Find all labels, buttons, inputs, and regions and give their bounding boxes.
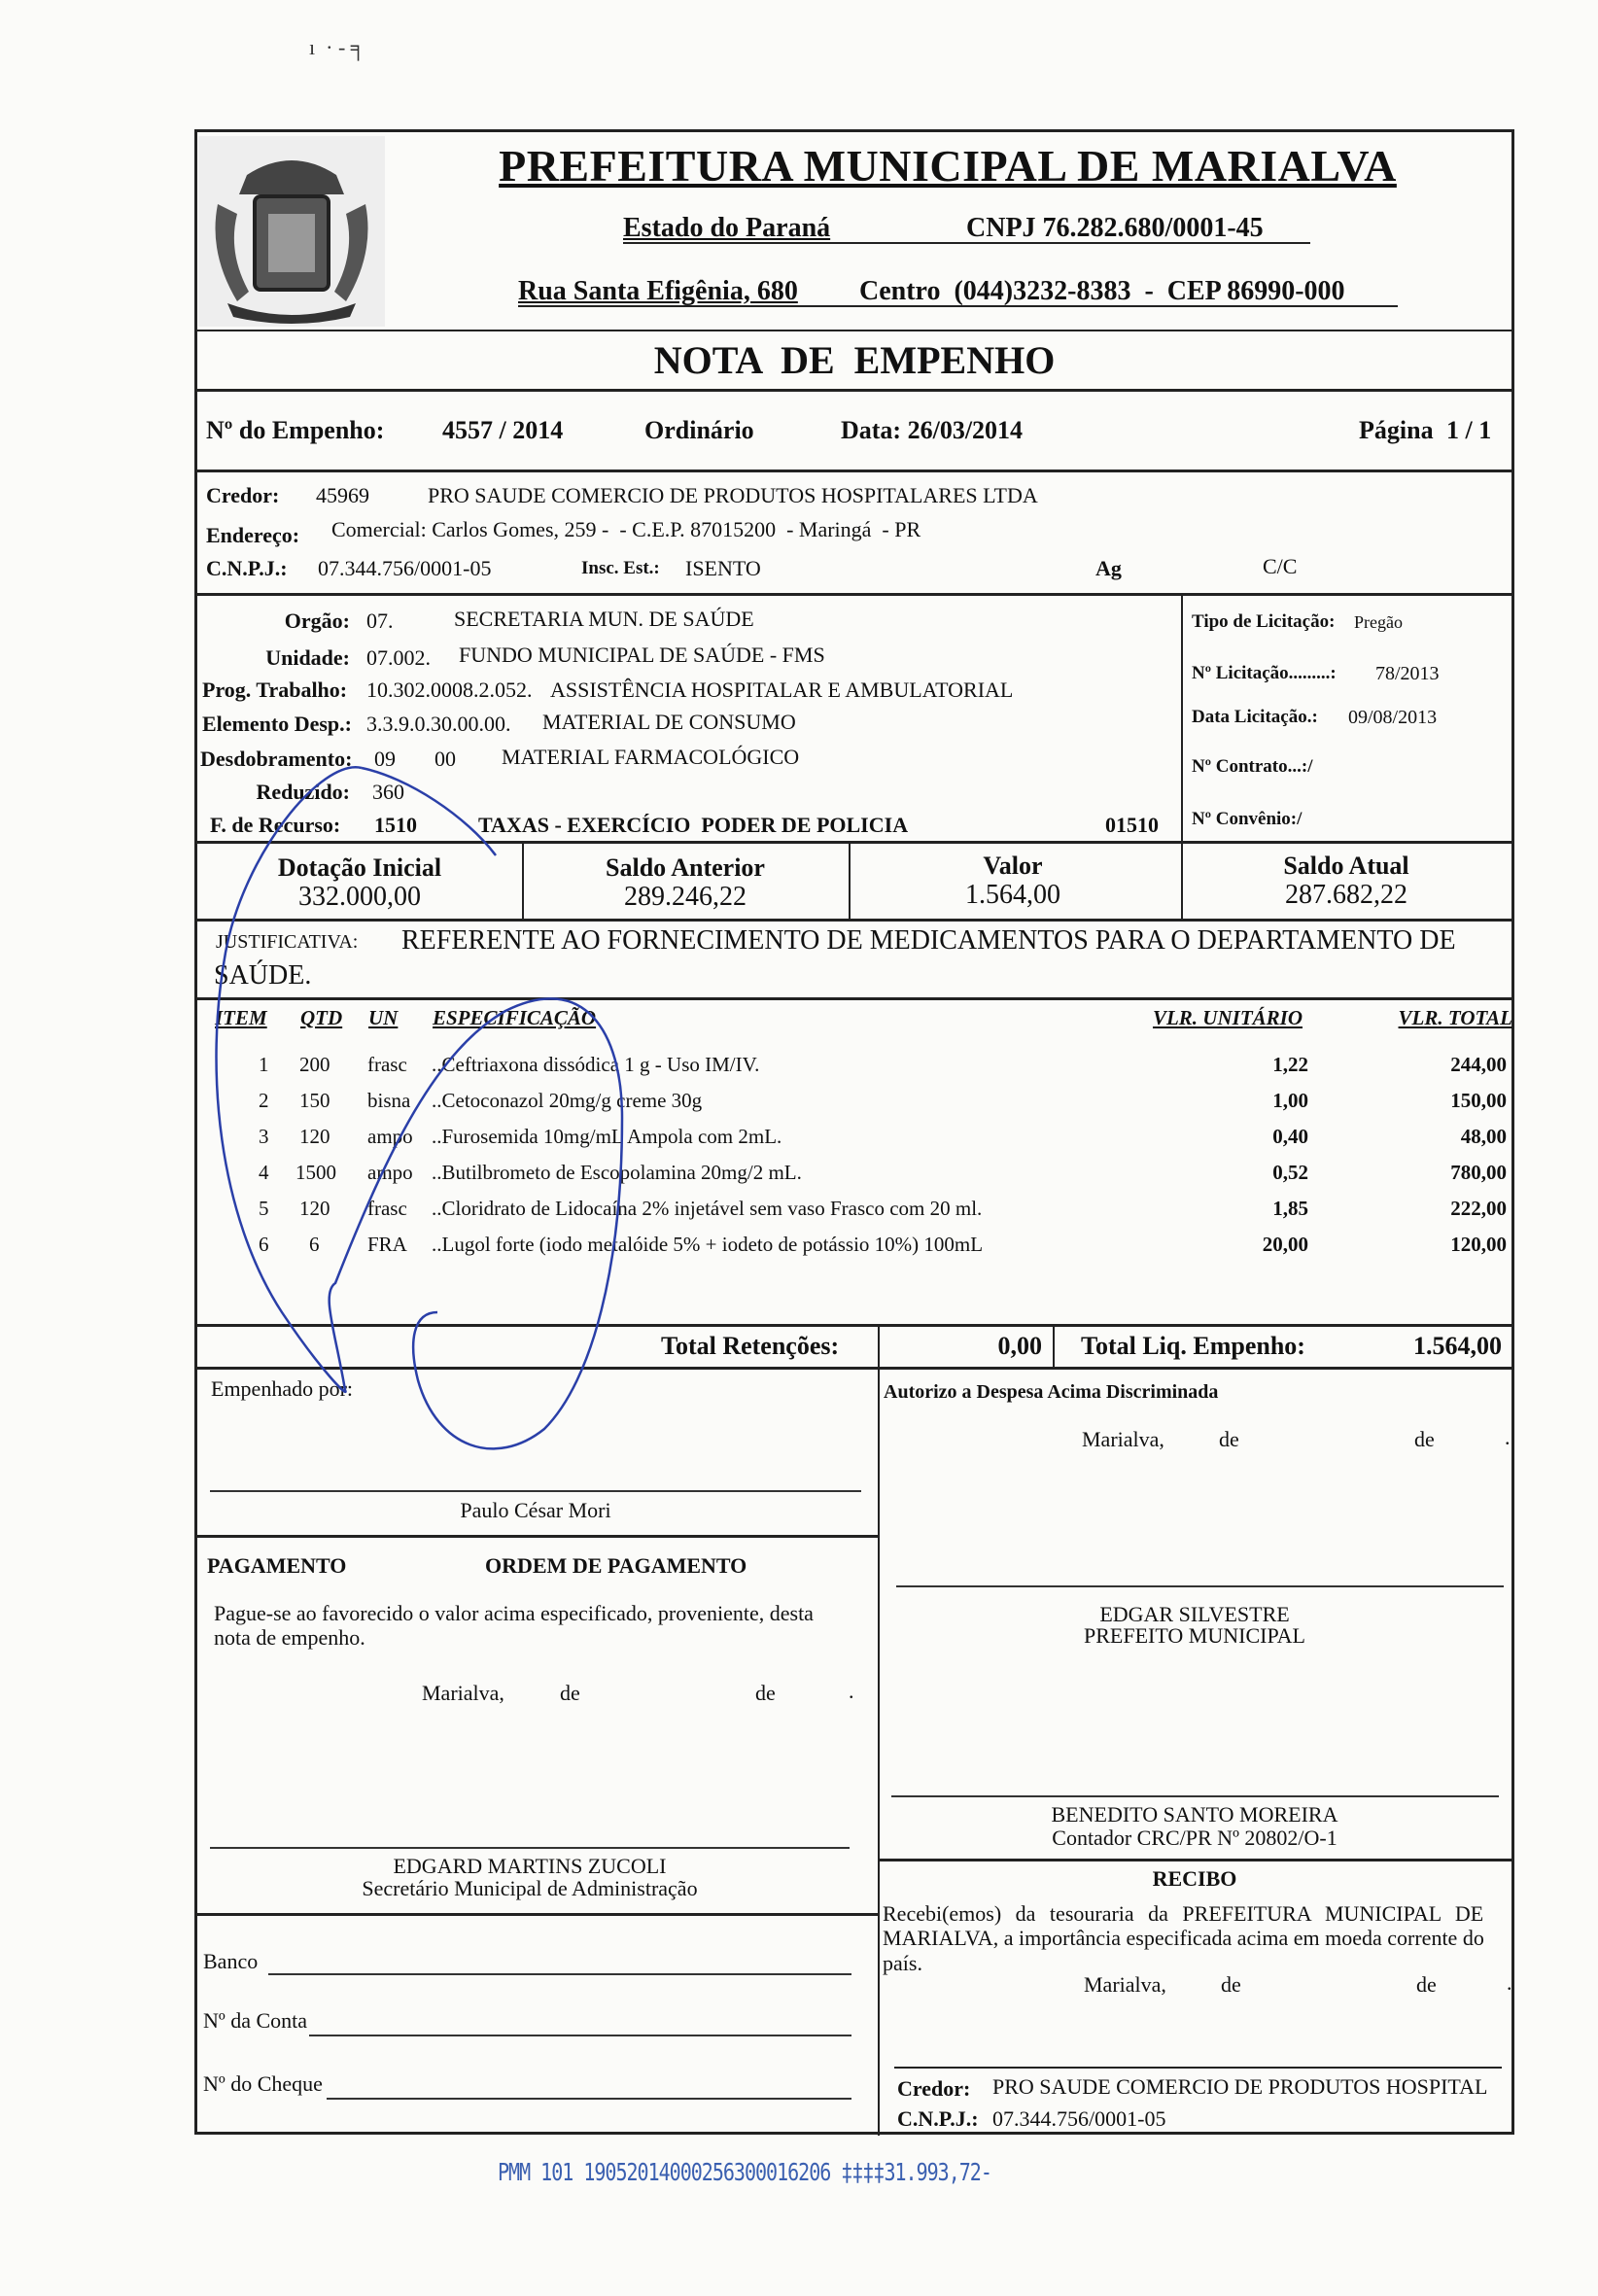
- autorizo-de-1: de: [1219, 1427, 1239, 1451]
- ordem-pagamento-title: ORDEM DE PAGAMENTO: [485, 1553, 747, 1578]
- signature-line: [896, 1585, 1504, 1587]
- item-number: 3: [259, 1125, 269, 1148]
- credor-label: Credor:: [206, 483, 280, 507]
- recibo-credor-label: Credor:: [897, 2076, 971, 2101]
- valor-value: 1.564,00: [965, 880, 1060, 910]
- saldo-atual-label: Saldo Atual: [1283, 852, 1409, 880]
- orgao-code: 07.: [366, 609, 394, 633]
- signature-line: [891, 1795, 1499, 1797]
- cnpj-value: 07.344.756/0001-05: [318, 556, 492, 580]
- endereco-value: Comercial: Carlos Gomes, 259 - - C.E.P. 87015200 - Maringá - PR: [331, 517, 921, 541]
- list-item: [194, 1161, 1514, 1197]
- item-number: 6: [259, 1233, 269, 1256]
- recibo-place: Marialva,: [1084, 1972, 1166, 1997]
- item-qtd: 1500: [295, 1161, 336, 1184]
- header-address-line: [518, 305, 1398, 307]
- item-total: 150,00: [1450, 1089, 1507, 1112]
- page-number: 1 / 1: [1446, 416, 1492, 444]
- divider: [194, 470, 1514, 472]
- secretario-name: EDGARD MARTINS ZUCOLI: [393, 1854, 667, 1878]
- cc-label: C/C: [1263, 554, 1298, 578]
- recibo-credor-name: PRO SAUDE COMERCIO DE PRODUTOS HOSPITAL: [992, 2074, 1488, 2099]
- empenho-number-label: Nº do Empenho:: [206, 416, 385, 444]
- fonte-name: TAXAS - EXERCÍCIO PODER DE POLICIA: [478, 813, 909, 837]
- signature-line: [210, 1490, 861, 1492]
- item-esp: ..Cetoconazol 20mg/g creme 30g: [432, 1089, 703, 1112]
- header-street: Rua Santa Efigênia, 680: [518, 276, 798, 306]
- page-marks: ı · - ╕: [309, 35, 366, 59]
- licitacao-number: 78/2013: [1375, 663, 1440, 684]
- item-un: frasc: [367, 1053, 407, 1076]
- prefeito-role: PREFEITO MUNICIPAL: [1084, 1623, 1305, 1648]
- recibo-de-1: de: [1221, 1972, 1241, 1997]
- divider: [194, 919, 1514, 922]
- contador-role: Contador CRC/PR Nº 20802/O-1: [1052, 1826, 1337, 1850]
- item-number: 5: [259, 1197, 269, 1220]
- item-total: 244,00: [1450, 1053, 1507, 1076]
- justificativa-text-1: REFERENTE AO FORNECIMENTO DE MEDICAMENTOS PARA O DEPARTAMENTO DE: [401, 925, 1456, 956]
- item-esp: ..Ceftriaxona dissódica 1 g - Uso IM/IV.: [432, 1053, 760, 1076]
- divider: [194, 330, 1514, 331]
- unidade-code: 07.002.: [366, 645, 431, 670]
- total-liq-label: Total Liq. Empenho:: [1081, 1332, 1305, 1360]
- dotacao-label: Dotação Inicial: [277, 853, 442, 882]
- divider: [194, 841, 1514, 844]
- item-un: FRA: [367, 1233, 407, 1256]
- item-un: ampo: [367, 1125, 413, 1148]
- tipo-licitacao-value: Pregão: [1354, 612, 1403, 632]
- divider: [194, 593, 1514, 596]
- items-list: [194, 1053, 1514, 1276]
- item-un: bisna: [367, 1089, 411, 1112]
- item-total: 780,00: [1450, 1161, 1507, 1184]
- ag-label: Ag: [1095, 556, 1122, 580]
- reduzido-value: 360: [372, 780, 404, 804]
- divider: [194, 1913, 878, 1916]
- valor-label: Valor: [983, 852, 1043, 880]
- item-total: 222,00: [1450, 1197, 1507, 1220]
- orgao-label: Orgão:: [284, 609, 350, 633]
- pagamento-place: Marialva,: [422, 1681, 504, 1705]
- header-address: Centro (044)3232-8383 - CEP 86990-000: [859, 276, 1345, 306]
- data-licitacao-value: 09/08/2013: [1348, 707, 1438, 728]
- recibo-cnpj-value: 07.344.756/0001-05: [992, 2106, 1166, 2131]
- unidade-name: FUNDO MUNICIPAL DE SAÚDE - FMS: [459, 643, 825, 667]
- contador-name: BENEDITO SANTO MOREIRA: [1051, 1802, 1338, 1826]
- divider: [1181, 593, 1183, 842]
- unidade-label: Unidade:: [265, 645, 350, 670]
- recibo-title: RECIBO: [1152, 1866, 1237, 1891]
- item-esp: ..Cloridrato de Lidocaína 2% injetável sem vaso Frasco com 20 ml.: [432, 1197, 983, 1220]
- empenhado-name: Paulo César Mori: [460, 1498, 611, 1522]
- empenho-type: Ordinário: [644, 416, 754, 444]
- total-liq-value: 1.564,00: [1413, 1332, 1502, 1360]
- municipal-crest: [198, 136, 385, 327]
- justificativa-text-2: SAÚDE.: [214, 960, 312, 991]
- pagamento-text-2: nota de empenho.: [214, 1625, 365, 1650]
- fonte-code: 1510: [374, 813, 417, 837]
- divider: [194, 997, 1514, 1000]
- credor-code: 45969: [316, 483, 369, 507]
- cnpj-label: C.N.P.J.:: [206, 556, 288, 580]
- list-item: [194, 1233, 1514, 1269]
- empenhado-label: Empenhado por:: [211, 1376, 354, 1401]
- contrato-label: Nº Contrato...:/: [1192, 756, 1313, 777]
- page-label: Página: [1359, 416, 1434, 444]
- item-unit: 1,22: [1272, 1053, 1308, 1076]
- header-state: Estado do Paraná: [623, 213, 831, 243]
- item-qtd: 150: [299, 1089, 330, 1112]
- credor-name: PRO SAUDE COMERCIO DE PRODUTOS HOSPITALARES LTDA: [428, 483, 1038, 507]
- desdobramento-code-1: 09: [374, 747, 396, 771]
- item-esp: ..Butilbrometo de Escopolamina 20mg/2 mL.: [432, 1161, 802, 1184]
- doc-title: NOTA DE EMPENHO: [653, 338, 1056, 382]
- empenho-number: 4557 / 2014: [442, 416, 564, 444]
- prog-name: ASSISTÊNCIA HOSPITALAR E AMBULATORIAL: [550, 678, 1014, 702]
- banco-field[interactable]: [268, 1973, 851, 1975]
- cheque-field[interactable]: [327, 2098, 851, 2100]
- recibo-de-2: de: [1416, 1972, 1437, 1997]
- col-especificacao: ESPECIFICAÇÃO: [433, 1006, 597, 1029]
- insc-label: Insc. Est.:: [581, 558, 660, 578]
- dotacao-value: 332.000,00: [298, 882, 421, 912]
- elemento-label: Elemento Desp.:: [202, 712, 352, 736]
- item-unit: 1,85: [1272, 1197, 1308, 1220]
- list-item: [194, 1125, 1514, 1161]
- divider: [522, 841, 524, 919]
- desdobramento-code-2: 00: [434, 747, 456, 771]
- col-vlr-total: VLR. TOTAL: [1398, 1006, 1512, 1029]
- licitacao-number-label: Nº Licitação.........:: [1192, 663, 1337, 683]
- signature-line: [210, 1847, 850, 1849]
- item-esp: ..Lugol forte (iodo metalóide 5% + iodeto de potássio 10%) 100mL: [432, 1233, 984, 1256]
- insc-value: ISENTO: [685, 556, 761, 580]
- autorizo-dot: .: [1505, 1425, 1511, 1449]
- secretario-role: Secretário Municipal de Administração: [362, 1876, 698, 1900]
- conta-label: Nº da Conta: [203, 2008, 308, 2033]
- pagamento-de-1: de: [560, 1681, 580, 1705]
- empenho-date: Data: 26/03/2014: [841, 416, 1024, 444]
- autorizo-place: Marialva,: [1082, 1427, 1164, 1451]
- col-item: ITEM: [215, 1006, 267, 1029]
- divider: [194, 389, 1514, 392]
- item-un: frasc: [367, 1197, 407, 1220]
- saldo-atual-value: 287.682,22: [1285, 880, 1407, 910]
- pagamento-dot: .: [849, 1679, 854, 1703]
- item-number: 2: [259, 1089, 269, 1112]
- divider: [1053, 1324, 1055, 1367]
- desdobramento-name: MATERIAL FARMACOLÓGICO: [502, 745, 800, 769]
- prog-code: 10.302.0008.2.052.: [366, 678, 533, 702]
- authentication-code: PMM 101 19052014000256300016206 ‡‡‡‡31.993,72-: [498, 2157, 991, 2186]
- recibo-text-3: país.: [883, 1951, 922, 1975]
- pagamento-text-1: Pague-se ao favorecido o valor acima especificado, proveniente, desta: [214, 1601, 814, 1625]
- recibo-text-2: MARIALVA, a importância especificada acima em moeda corrente do: [883, 1926, 1484, 1950]
- list-item: [194, 1053, 1514, 1089]
- item-number: 1: [259, 1053, 269, 1076]
- recibo-dot: .: [1507, 1970, 1512, 1995]
- item-un: ampo: [367, 1161, 413, 1184]
- prog-label: Prog. Trabalho:: [202, 678, 348, 702]
- total-retencoes-label: Total Retenções:: [661, 1332, 840, 1360]
- divider: [878, 1324, 880, 2136]
- list-item: [194, 1089, 1514, 1125]
- saldo-anterior-label: Saldo Anterior: [606, 853, 765, 882]
- total-retencoes-value: 0,00: [997, 1332, 1042, 1360]
- divider: [194, 1367, 1514, 1370]
- conta-field[interactable]: [309, 2035, 851, 2036]
- convenio-label: Nº Convênio:/: [1192, 809, 1303, 829]
- recibo-text-1: Recebi(emos) da tesouraria da PREFEITURA MUNICIPAL DE: [883, 1901, 1484, 1926]
- elemento-name: MATERIAL DE CONSUMO: [542, 710, 796, 734]
- pagamento-de-2: de: [755, 1681, 776, 1705]
- elemento-code: 3.3.9.0.30.00.00.: [366, 712, 511, 736]
- fonte-code-2: 01510: [1105, 813, 1159, 837]
- header-cnpj: CNPJ 76.282.680/0001-45: [966, 213, 1264, 243]
- fonte-label: F. de Recurso:: [210, 813, 341, 837]
- prefeito-name: EDGAR SILVESTRE: [1099, 1602, 1290, 1626]
- col-vlr-unitario: VLR. UNITÁRIO: [1152, 1006, 1303, 1029]
- col-un: UN: [368, 1006, 399, 1029]
- col-qtd: QTD: [300, 1006, 343, 1029]
- justificativa-label: JUSTIFICATIVA:: [216, 931, 359, 953]
- item-unit: 20,00: [1262, 1233, 1308, 1256]
- item-unit: 0,40: [1272, 1125, 1308, 1148]
- saldo-anterior-value: 289.246,22: [624, 882, 747, 912]
- data-licitacao-label: Data Licitação.:: [1192, 707, 1318, 727]
- desdobramento-label: Desdobramento:: [200, 747, 353, 771]
- item-esp: ..Furosemida 10mg/mL Ampola com 2mL.: [432, 1125, 782, 1148]
- header-title: PREFEITURA MUNICIPAL DE MARIALVA: [499, 141, 1397, 191]
- divider: [194, 1535, 878, 1538]
- divider: [194, 1324, 1514, 1327]
- pagamento-label: PAGAMENTO: [207, 1553, 347, 1578]
- item-unit: 0,52: [1272, 1161, 1308, 1184]
- autorizo-label: Autorizo a Despesa Acima Discriminada: [884, 1381, 1219, 1403]
- item-qtd: 6: [309, 1233, 320, 1256]
- divider: [1181, 841, 1183, 919]
- divider: [849, 841, 851, 919]
- cheque-label: Nº do Cheque: [203, 2071, 323, 2096]
- list-item: [194, 1197, 1514, 1233]
- endereco-label: Endereço:: [206, 523, 300, 547]
- autorizo-de-2: de: [1414, 1427, 1435, 1451]
- orgao-name: SECRETARIA MUN. DE SAÚDE: [454, 607, 754, 631]
- item-number: 4: [259, 1161, 269, 1184]
- signature-line: [894, 2067, 1502, 2069]
- item-total: 120,00: [1450, 1233, 1507, 1256]
- tipo-licitacao-label: Tipo de Licitação:: [1192, 611, 1336, 632]
- item-qtd: 200: [299, 1053, 330, 1076]
- recibo-cnpj-label: C.N.P.J.:: [897, 2106, 979, 2131]
- item-total: 48,00: [1460, 1125, 1507, 1148]
- item-qtd: 120: [299, 1197, 330, 1220]
- item-unit: 1,00: [1272, 1089, 1308, 1112]
- divider: [878, 1859, 1514, 1861]
- banco-label: Banco: [203, 1949, 259, 1973]
- reduzido-label: Reduzido:: [256, 780, 350, 804]
- item-qtd: 120: [299, 1125, 330, 1148]
